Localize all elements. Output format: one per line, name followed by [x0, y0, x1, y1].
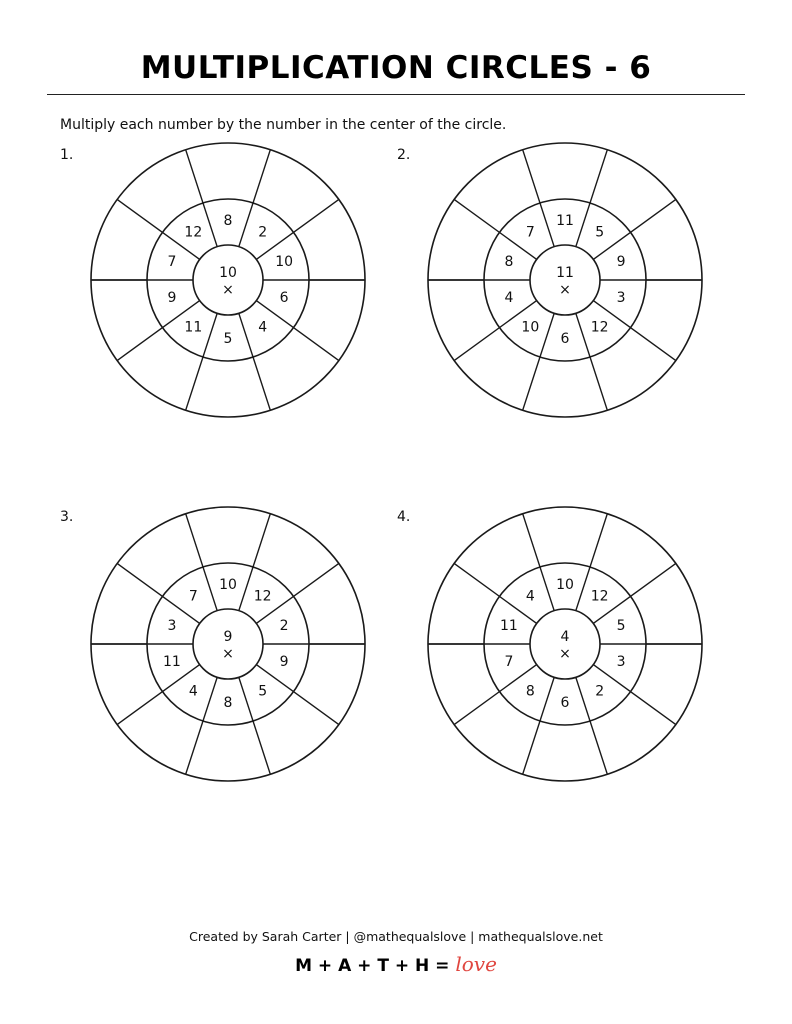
- factor-number: 8: [504, 253, 514, 270]
- factor-number: 12: [590, 319, 609, 336]
- answer-area[interactable]: [102, 656, 146, 700]
- problem-number-4: 4.: [397, 509, 411, 525]
- answer-area[interactable]: [142, 710, 186, 754]
- factor-number: 5: [223, 331, 233, 347]
- factor-number: 10: [275, 253, 294, 270]
- problem-number-1: 1.: [60, 147, 74, 163]
- answer-area[interactable]: [270, 534, 314, 578]
- problem-number-3: 3.: [60, 509, 74, 525]
- answer-area[interactable]: [647, 292, 691, 336]
- factor-number: 9: [167, 290, 177, 307]
- answer-area[interactable]: [142, 534, 186, 578]
- factor-number: 9: [616, 253, 626, 270]
- answer-area[interactable]: [142, 170, 186, 214]
- answer-area[interactable]: [647, 224, 691, 268]
- answer-area[interactable]: [206, 513, 250, 557]
- multiplication-circle-1: [89, 141, 367, 419]
- factor-number: 10: [219, 577, 237, 593]
- answer-area[interactable]: [479, 710, 523, 754]
- multiply-symbol: ×: [222, 282, 234, 298]
- answer-area[interactable]: [543, 367, 587, 411]
- answer-area[interactable]: [543, 513, 587, 557]
- answer-area[interactable]: [439, 656, 483, 700]
- factor-number: 8: [525, 683, 535, 700]
- answer-area[interactable]: [310, 224, 354, 268]
- factor-number: 5: [258, 683, 268, 700]
- factor-number: 7: [525, 224, 535, 241]
- answer-area[interactable]: [607, 710, 651, 754]
- factor-number: 8: [223, 695, 233, 711]
- factor-number: 7: [188, 588, 198, 605]
- factor-number: 12: [184, 224, 203, 241]
- answer-area[interactable]: [270, 710, 314, 754]
- answer-area[interactable]: [543, 149, 587, 193]
- math-equals-love-logo: [0, 951, 792, 979]
- answer-area[interactable]: [439, 224, 483, 268]
- factor-number: 12: [590, 588, 609, 605]
- center-multiplier: 11: [556, 265, 574, 281]
- multiplication-circle-4: [426, 505, 704, 783]
- answer-area[interactable]: [439, 292, 483, 336]
- factor-number: 10: [556, 577, 574, 593]
- answer-area[interactable]: [647, 656, 691, 700]
- answer-area[interactable]: [439, 588, 483, 632]
- factor-number: 3: [616, 654, 626, 671]
- factor-number: 4: [525, 588, 535, 605]
- multiply-symbol: ×: [222, 646, 234, 662]
- page-title: MULTIPLICATION CIRCLES - 6: [140, 50, 652, 86]
- factor-number: 6: [279, 290, 289, 307]
- factor-number: 11: [556, 213, 574, 229]
- title-divider: [47, 94, 745, 95]
- factor-number: 3: [616, 290, 626, 307]
- factor-number: 7: [167, 253, 177, 270]
- factor-number: 12: [253, 588, 272, 605]
- answer-area[interactable]: [206, 367, 250, 411]
- answer-area[interactable]: [479, 346, 523, 390]
- factor-number: 7: [504, 654, 514, 671]
- center-multiplier: 4: [560, 629, 570, 645]
- answer-area[interactable]: [270, 346, 314, 390]
- answer-area[interactable]: [270, 170, 314, 214]
- problem-number-2: 2.: [397, 147, 411, 163]
- answer-area[interactable]: [607, 170, 651, 214]
- logo-text: M + A + T + H =: [295, 956, 450, 976]
- factor-number: 2: [258, 224, 268, 241]
- answer-area[interactable]: [206, 149, 250, 193]
- factor-number: 4: [188, 683, 198, 700]
- factor-number: 11: [162, 654, 181, 671]
- center-multiplier: 9: [223, 629, 233, 645]
- instructions: Multiply each number by the number in the center of the circle.: [60, 117, 507, 133]
- factor-number: 4: [504, 290, 514, 307]
- answer-area[interactable]: [102, 224, 146, 268]
- factor-number: 3: [167, 617, 177, 634]
- factor-number: 2: [279, 617, 289, 634]
- factor-number: 6: [560, 695, 570, 711]
- factor-number: 11: [499, 617, 518, 634]
- factor-number: 8: [223, 213, 233, 229]
- answer-area[interactable]: [310, 656, 354, 700]
- factor-number: 5: [595, 224, 605, 241]
- answer-area[interactable]: [607, 534, 651, 578]
- answer-area[interactable]: [607, 346, 651, 390]
- footer-credit: Created by Sarah Carter | @mathequalslove | mathequalslove.net: [189, 929, 603, 944]
- factor-number: 11: [184, 319, 203, 336]
- answer-area[interactable]: [543, 731, 587, 775]
- answer-area[interactable]: [310, 292, 354, 336]
- multiplication-circle-3: [89, 505, 367, 783]
- logo-script-love: love: [455, 952, 497, 976]
- answer-area[interactable]: [479, 534, 523, 578]
- answer-area[interactable]: [479, 170, 523, 214]
- factor-number: 2: [595, 683, 605, 700]
- factor-number: 10: [521, 319, 540, 336]
- answer-area[interactable]: [647, 588, 691, 632]
- factor-number: 5: [616, 617, 626, 634]
- center-multiplier: 10: [219, 265, 237, 281]
- factor-number: 9: [279, 654, 289, 671]
- answer-area[interactable]: [142, 346, 186, 390]
- factor-number: 6: [560, 331, 570, 347]
- answer-area[interactable]: [310, 588, 354, 632]
- factor-number: 4: [258, 319, 268, 336]
- multiplication-circle-2: [426, 141, 704, 419]
- multiply-symbol: ×: [559, 282, 571, 298]
- answer-area[interactable]: [102, 292, 146, 336]
- multiply-symbol: ×: [559, 646, 571, 662]
- answer-area[interactable]: [102, 588, 146, 632]
- answer-area[interactable]: [206, 731, 250, 775]
